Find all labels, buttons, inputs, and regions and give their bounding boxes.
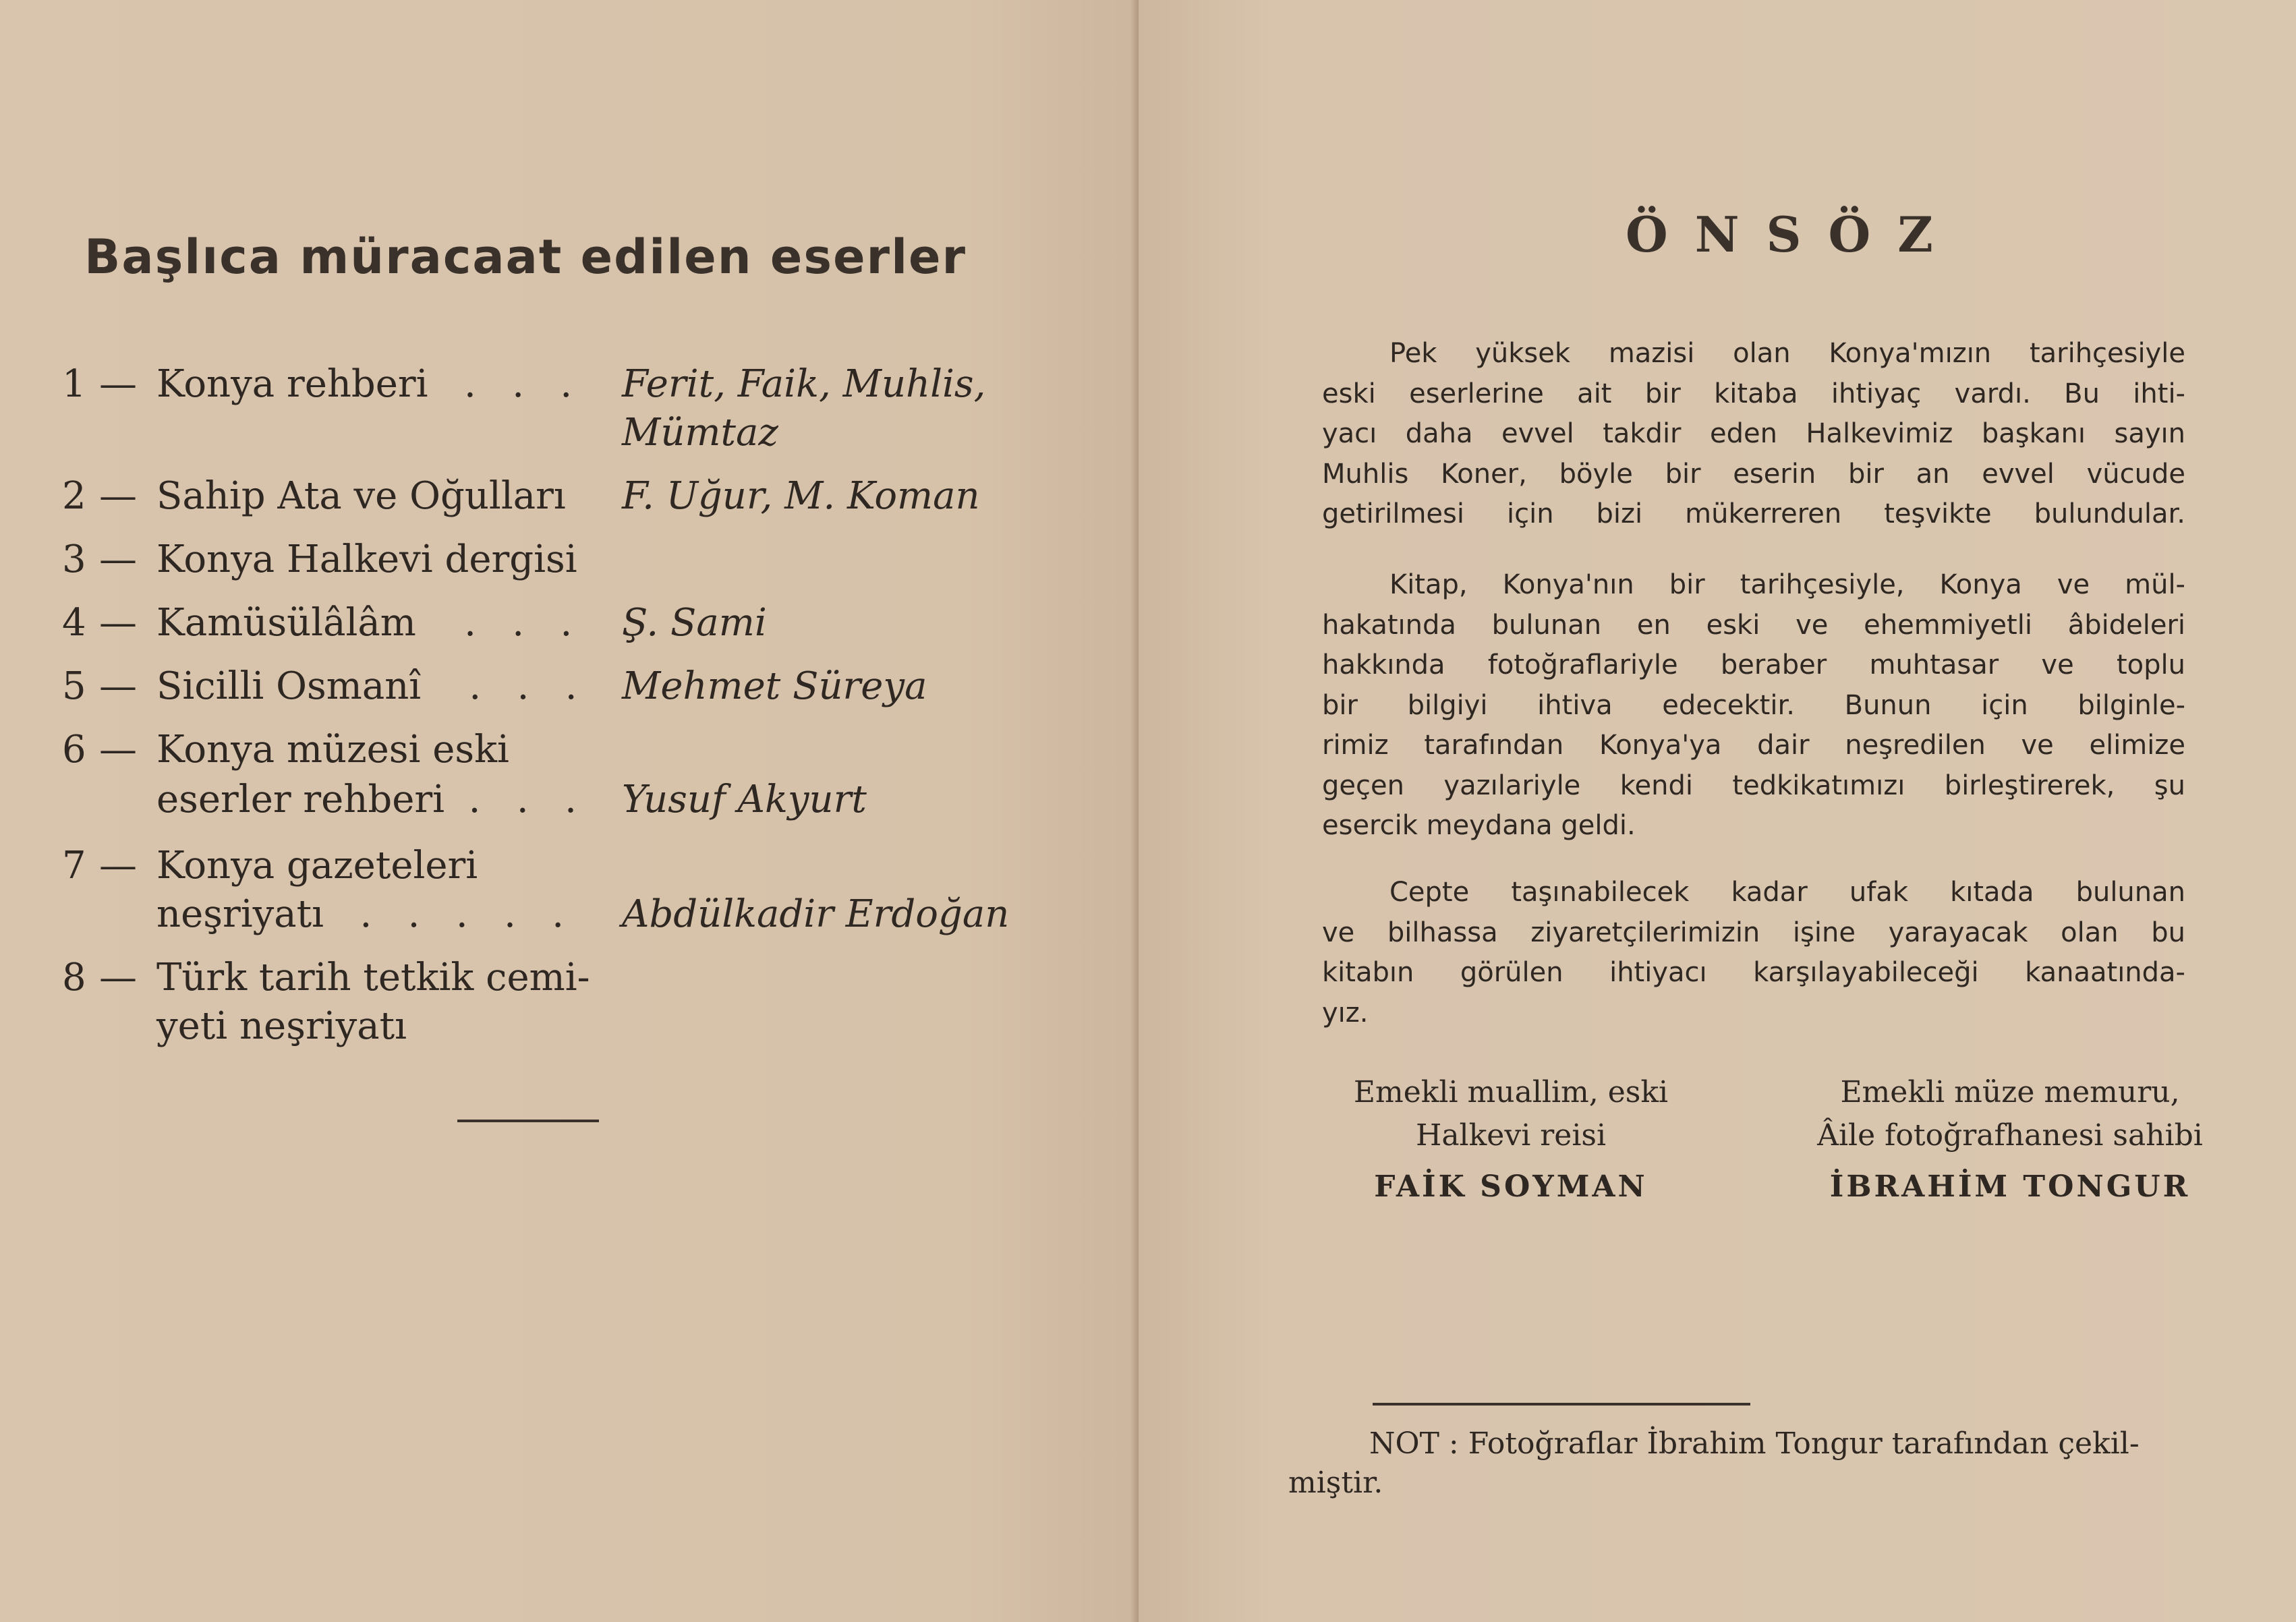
reference-author: Yusuf Akyurt <box>622 778 867 821</box>
paragraph-line: bir bilgiyi ihtiva edecektir. Bunun için bilginle- <box>1322 689 2185 721</box>
paragraph-line: hakkında fotoğraflariyle beraber muhtasar ve toplu <box>1322 649 2185 680</box>
reference-title: Sicilli Osmanî . . . <box>156 664 577 708</box>
reference-number: 4 <box>62 601 86 645</box>
reference-author: F. Uğur, M. Koman <box>622 474 980 518</box>
references-title: Başlıca müracaat edilen eserler <box>84 229 967 285</box>
signature-subtitle: Halkevi reisi <box>1415 1118 1607 1153</box>
reference-author: Mümtaz <box>622 411 778 455</box>
signature-block <box>1781 1071 2239 1209</box>
reference-author: Abdülkadir Erdoğan <box>622 892 1010 936</box>
reference-title: Konya gazeteleri <box>156 844 478 888</box>
footnote-line: miştir. <box>1288 1466 1383 1500</box>
paragraph-line: Pek yüksek mazisi olan Konya'mızın tarihçesiyle <box>1389 338 2185 369</box>
paragraph-line: Muhlis Koner, böyle bir eserin bir an evvel vücude <box>1322 458 2185 490</box>
reference-number: 7 <box>62 844 86 888</box>
paragraph-line: eski eserlerine ait bir kitaba ihtiyaç vardı. Bu ihti- <box>1322 378 2185 409</box>
foreword-paragraph <box>1322 334 2185 535</box>
reference-number: 5 <box>62 664 86 708</box>
paragraph-line: getirilmesi için bizi mükerreren teşvikte bulundular. <box>1322 498 2185 529</box>
paragraph-line: geçen yazılariyle kendi tedkikatımızı birleştirerek, şu <box>1322 770 2185 801</box>
paragraph-line: esercik meydana geldi. <box>1322 810 1636 841</box>
footnote <box>1288 1424 2212 1503</box>
reference-title: eserler rehberi . . . <box>156 778 577 821</box>
reference-author: Mehmet Süreya <box>622 664 927 708</box>
divider-rule <box>1373 1403 1750 1406</box>
paragraph-line: Kitap, Konya'nın bir tarihçesiyle, Konya ve mül- <box>1389 569 2185 600</box>
signature-block <box>1322 1071 1700 1209</box>
reference-number: 2 <box>62 474 86 518</box>
reference-title: Konya Halkevi dergisi <box>156 538 577 581</box>
signature-title: Emekli muallim, eski <box>1353 1075 1669 1109</box>
footnote-line: NOT : Fotoğraflar İbrahim Tongur tarafından çekil- <box>1369 1426 2140 1461</box>
reference-number: 6 <box>62 728 86 772</box>
reference-title: Türk tarih tetkik cemi- <box>156 956 590 1000</box>
signature-subtitle: Âile fotoğrafhanesi sahibi <box>1817 1118 2203 1153</box>
foreword-paragraph <box>1322 565 2185 846</box>
reference-author: Ferit, Faik, Muhlis, <box>622 362 986 406</box>
paragraph-line: rimiz tarafından Konya'ya dair neşredilen ve elimize <box>1322 730 2185 761</box>
signature-name: FAİK SOYMAN <box>1374 1169 1648 1204</box>
reference-number: 1 <box>62 362 86 406</box>
reference-title: Sahip Ata ve Oğulları <box>156 474 566 518</box>
paragraph-line: hakatında bulunan en eski ve ehemmiyetli âbideleri <box>1322 609 2185 641</box>
reference-title: Konya rehberi . . . <box>156 362 573 406</box>
reference-title: yeti neşriyatı <box>156 1004 407 1048</box>
signature-title: Emekli müze memuru, <box>1840 1075 2180 1109</box>
foreword-paragraph <box>1322 873 2185 1033</box>
reference-number: 3 <box>62 538 86 581</box>
foreword-title: ÖNSÖZ <box>1626 206 1960 263</box>
paragraph-line: ve bilhassa ziyaretçilerimizin işine yarayacak olan bu <box>1322 917 2185 948</box>
reference-author: Ş. Sami <box>622 601 767 645</box>
reference-number: 8 <box>62 956 86 1000</box>
reference-title: Kamüsülâlâm . . . <box>156 601 573 645</box>
reference-title: Konya müzesi eski <box>156 728 509 772</box>
reference-title: neşriyatı . . . . . <box>156 892 565 936</box>
signature-name: İBRAHİM TONGUR <box>1829 1169 2191 1204</box>
paragraph-line: yacı daha evvel takdir eden Halkevimiz başkanı sayın <box>1322 418 2185 449</box>
paragraph-line: yız. <box>1322 997 1369 1029</box>
paragraph-line: Cepte taşınabilecek kadar ufak kıtada bulunan <box>1389 877 2185 908</box>
left-page: Başlıca müracaat edilen eserler 1 — Konya rehberi . . . Ferit, Faik, Muhlis, Mümtaz 2 — Sahip Ata ve Oğulları F. Uğur, M. Koman 3 — Konya Halkevi dergisi 4 — Kamüsülâlâm . . . Ş. Sami 5 — Sicilli Osmanî . . . Mehmet Süreya 6 — Konya müzesi eski eserler rehberi . . . Yusuf Akyurt 7 — Konya gazeteleri neşriyatı . . . . . Abdülkadir Erdoğan 8 — Türk tarih tetkik cemi- yeti neşriyatı <box>0 0 1139 1622</box>
paragraph-line: kitabın görülen ihtiyacı karşılayabileceği kanaatında- <box>1322 957 2185 988</box>
divider-rule <box>457 1120 599 1122</box>
